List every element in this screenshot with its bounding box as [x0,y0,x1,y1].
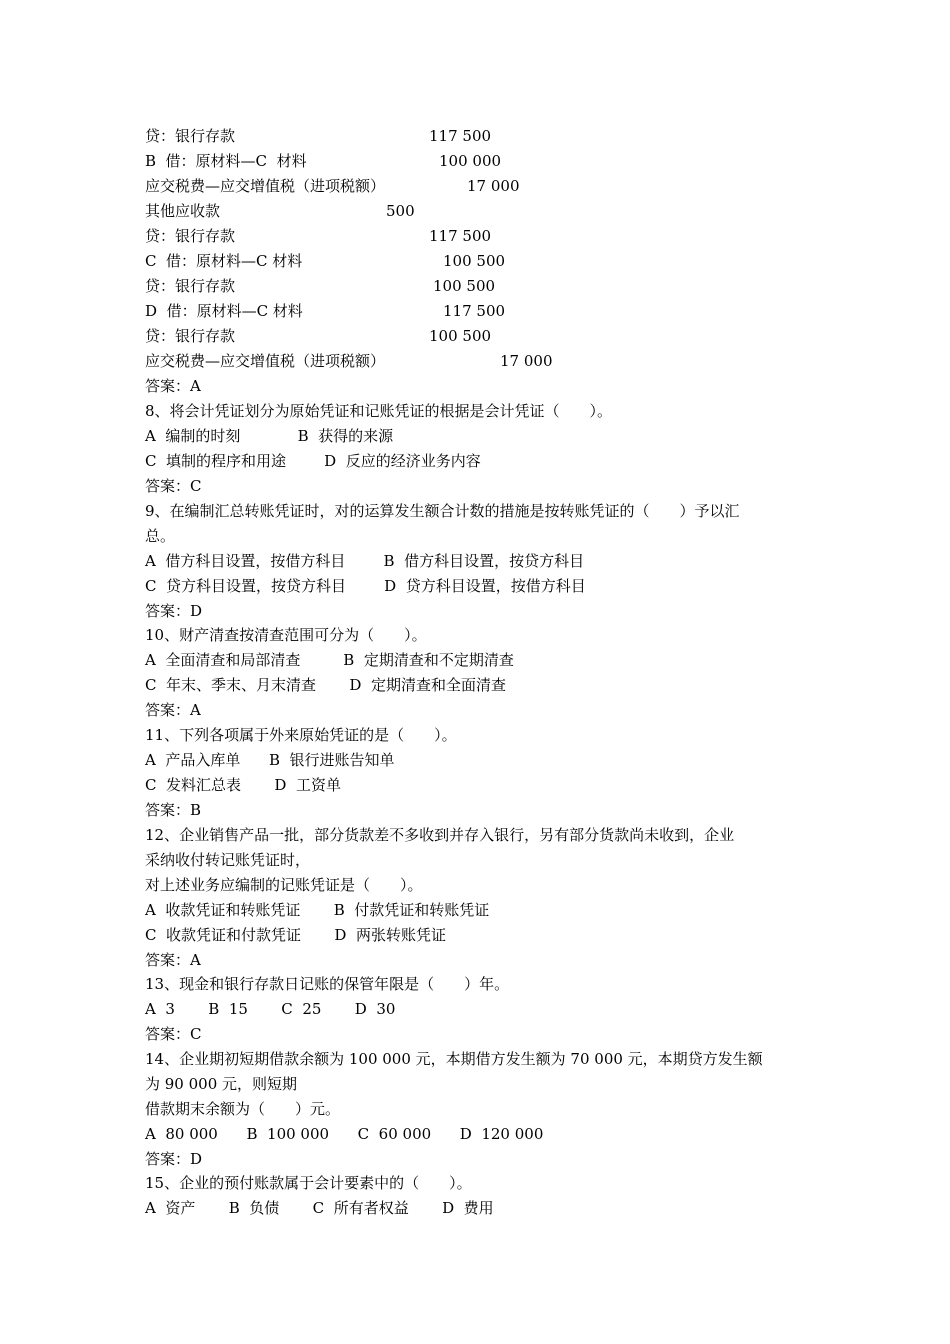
option-line: A 全面清查和局部清查 B 定期清查和不定期清查 [145,651,514,669]
entry-text: B 借：原材料—C 材料 [145,152,307,170]
entry-text: 贷：银行存款 [145,327,236,345]
question-line: 15、企业的预付账款属于会计要素中的（ ）。 [145,1174,472,1192]
answer-line: 答案：A [145,951,201,969]
entry-amount: 100 000 [439,152,502,170]
entry-amount: 117 500 [429,227,492,245]
entry-text: 其他应收款 [145,202,221,220]
option-line: A 80 000 B 100 000 C 60 000 D 120 000 [145,1125,544,1143]
option-line: C 发料汇总表 D 工资单 [145,776,341,794]
option-line: A 收款凭证和转账凭证 B 付款凭证和转账凭证 [145,901,490,919]
option-line: A 借方科目设置，按借方科目 B 借方科目设置，按贷方科目 [145,552,585,570]
question-line: 总。 [145,527,176,545]
entry-text: D 借：原材料—C 材料 [145,302,303,320]
option-line: C 收款凭证和付款凭证 D 两张转账凭证 [145,926,446,944]
entry-text: 贷：银行存款 [145,227,236,245]
option-line: A 编制的时刻 B 获得的来源 [145,427,394,445]
entry-amount: 100 500 [429,327,492,345]
answer-line: 答案：C [145,1025,202,1043]
answer-line: 答案：D [145,1150,203,1168]
option-line: C 年末、季末、月末清查 D 定期清查和全面清查 [145,676,506,694]
entry-text: 贷：银行存款 [145,127,236,145]
entry-amount: 17 000 [500,352,553,370]
answer-line: 答案：A [145,701,201,719]
question-line: 采纳收付转记账凭证时， [145,851,311,869]
entry-text: 贷：银行存款 [145,277,236,295]
question-line: 为 90 000 元，则短期 [145,1075,298,1093]
question-line: 对上述业务应编制的记账凭证是（ ）。 [145,876,423,894]
question-line: 借款期末余额为（ ）元。 [145,1100,341,1118]
entry-amount: 17 000 [467,177,520,195]
entry-amount: 117 500 [429,127,492,145]
question-line: 12、企业销售产品一批，部分货款差不多收到并存入银行，另有部分货款尚未收到，企业 [145,826,735,844]
question-line: 9、在编制汇总转账凭证时，对的运算发生额合计数的措施是按转账凭证的（ ）予以汇 [145,502,740,520]
answer-line: 答案：C [145,477,202,495]
question-line: 13、现金和银行存款日记账的保管年限是（ ）年。 [145,975,510,993]
answer-line: 答案：D [145,602,203,620]
answer-line: 答案：A [145,377,201,395]
entry-text: 应交税费—应交增值税（进项税额） [145,352,386,370]
question-line: 8、将会计凭证划分为原始凭证和记账凭证的根据是会计凭证（ ）。 [145,402,613,420]
entry-text: C 借：原材料—C 材料 [145,252,303,270]
entry-amount: 100 500 [433,277,496,295]
option-line: A 3 B 15 C 25 D 30 [145,1000,396,1018]
question-line: 10、财产清查按清查范围可分为（ ）。 [145,626,427,644]
option-line: A 资产 B 负债 C 所有者权益 D 费用 [145,1199,494,1217]
question-line: 14、企业期初短期借款余额为 100 000 元，本期借方发生额为 70 000 元，本期贷方发生额 [145,1050,763,1068]
entry-amount: 117 500 [443,302,506,320]
entry-amount: 500 [386,202,415,220]
question-line: 11、下列各项属于外来原始凭证的是（ ）。 [145,726,457,744]
option-line: A 产品入库单 B 银行进账告知单 [145,751,395,769]
option-line: C 贷方科目设置，按贷方科目 D 贷方科目设置，按借方科目 [145,577,586,595]
entry-text: 应交税费—应交增值税（进项税额） [145,177,386,195]
option-line: C 填制的程序和用途 D 反应的经济业务内容 [145,452,481,470]
entry-amount: 100 500 [443,252,506,270]
answer-line: 答案：B [145,801,202,819]
